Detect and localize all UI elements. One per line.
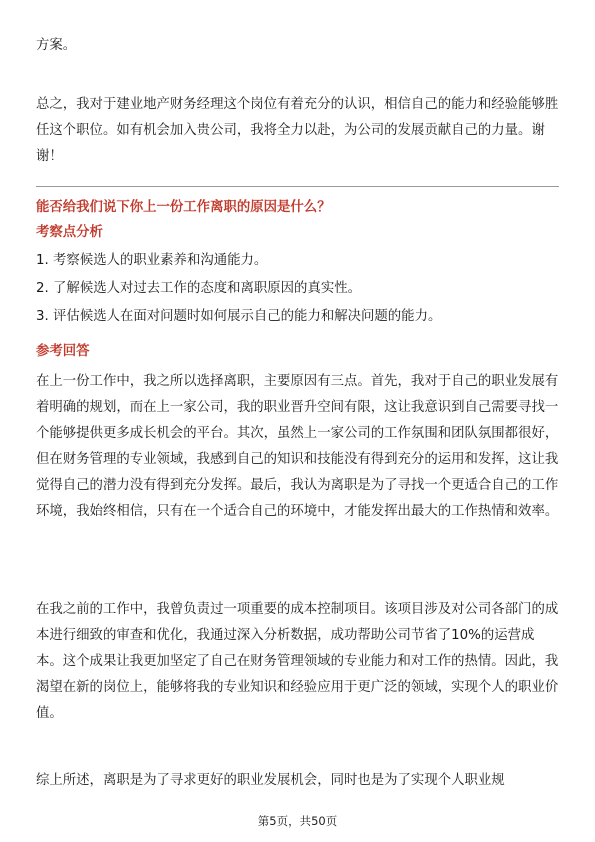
section-divider bbox=[36, 186, 559, 187]
answer-paragraph-2: 在我之前的工作中，我曾负责过一项重要的成本控制项目。该项目涉及对公司各部门的成本进行细致的审查和优化，我通过深入分析数据，成功帮助公司节省了10%的运营成本。这个成果让我更加坚定了自己在财务管理领域的专业能力和对工作的热情。因此，我渴望在新的岗位上，能够将我的专业知识和经验应用于更广泛的领域，实现个人的职业价值。 bbox=[36, 602, 559, 721]
question-title: 能否给我们说下你上一份工作离职的原因是什么？ bbox=[36, 200, 331, 215]
intro-tail-text: 方案。 bbox=[36, 38, 77, 53]
list-item: 1. 考察候选人的职业素养和沟通能力。 bbox=[36, 253, 268, 268]
conclusion-paragraph: 总之，我对于建业地产财务经理这个岗位有着充分的认识，相信自己的能力和经验能够胜任这个职位。如有机会加入贵公司，我将全力以赴，为公司的发展贡献自己的力量。谢谢！ bbox=[36, 97, 559, 164]
list-item: 2. 了解候选人对过去工作的态度和离职原因的真实性。 bbox=[36, 281, 362, 296]
page-number: 第5页，共50页 bbox=[257, 814, 338, 828]
analysis-heading: 考察点分析 bbox=[36, 225, 103, 240]
answer-paragraph-1: 在上一份工作中，我之所以选择离职，主要原因有三点。首先，我对于自己的职业发展有着明确的规划，而在上一家公司，我的职业晋升空间有限，这让我意识到自己需要寻找一个能够提供更多成长机会的平台。其次，虽然上一家公司的工作氛围和团队氛围都很好，但在财务管理的专业领域，我感到自己的知识和技能没有得到充分的运用和发挥，这让我觉得自己的潜力没有得到充分发挥。最后，我认为离职是为了寻找一个更适合自己的工作环境，我始终相信，只有在一个适合自己的环境中，才能发挥出最大的工作热情和效率。 bbox=[36, 374, 559, 519]
answer-heading: 参考回答 bbox=[36, 344, 90, 359]
list-item: 3. 评估候选人在面对问题时如何展示自己的能力和解决问题的能力。 bbox=[36, 309, 442, 324]
analysis-list bbox=[36, 251, 560, 335]
answer-paragraph-3: 综上所述，离职是为了寻求更好的职业发展机会，同时也是为了实现个人职业规 bbox=[36, 773, 505, 788]
